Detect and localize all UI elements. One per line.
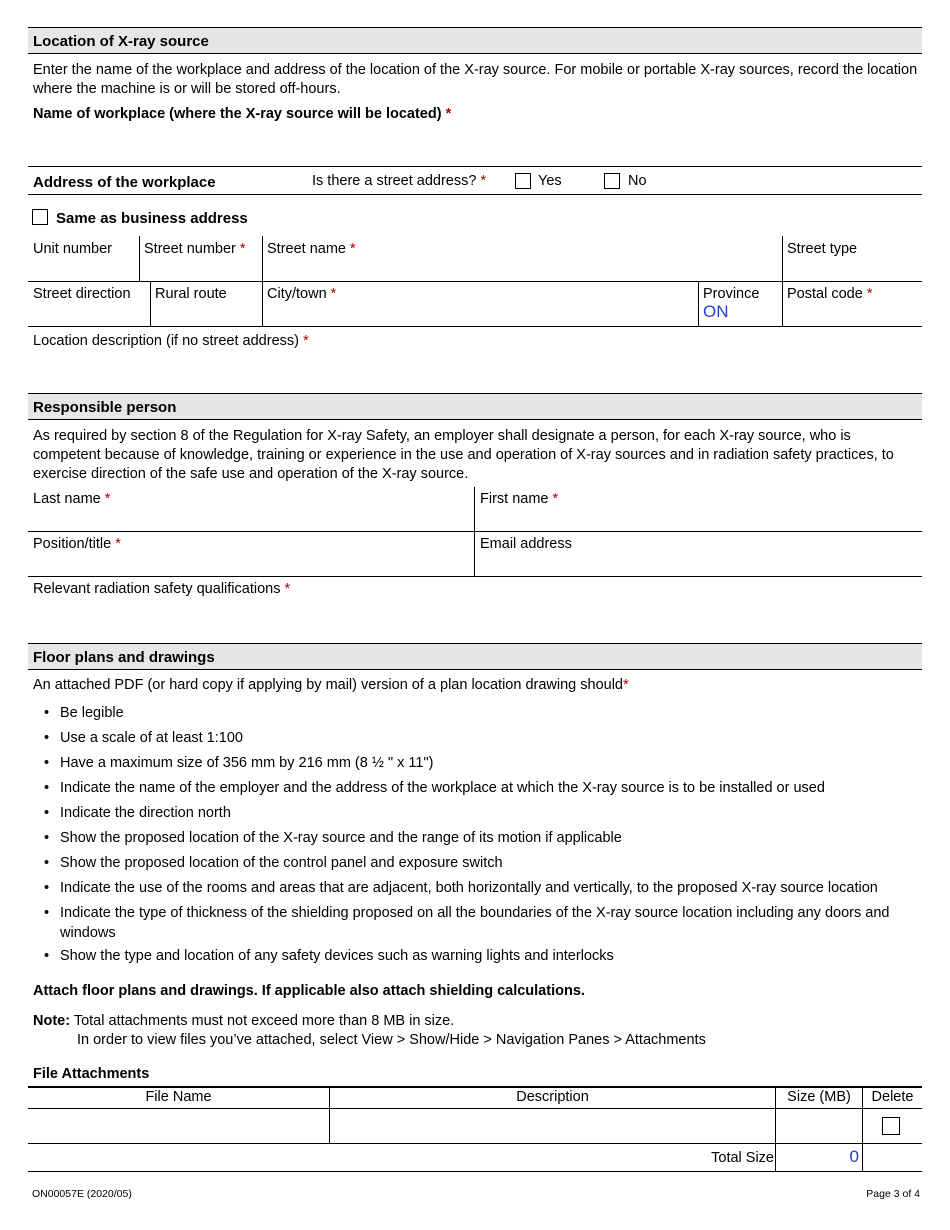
divider xyxy=(28,194,922,195)
size-cell xyxy=(776,1109,862,1143)
street-direction-label: Street direction xyxy=(33,286,131,302)
col-file-name: File Name xyxy=(145,1089,212,1105)
last-name-field[interactable] xyxy=(33,490,110,508)
address-section-label: Address of the workplace xyxy=(33,174,216,191)
rural-route-field[interactable] xyxy=(155,285,227,303)
bullet-icon: • xyxy=(44,905,50,921)
attachments-title: File Attachments xyxy=(33,1066,150,1082)
postal-code-field[interactable] xyxy=(787,285,872,303)
bullet-icon: • xyxy=(44,780,50,796)
note-line-1 xyxy=(33,1012,454,1031)
bullet-icon: • xyxy=(44,948,50,964)
email-label: Email address xyxy=(480,536,572,552)
grid-line xyxy=(139,236,140,281)
qualifications-field[interactable] xyxy=(33,580,290,599)
divider xyxy=(28,1143,922,1144)
street-type-label: Street type xyxy=(787,241,858,257)
same-as-business-label: Same as business address xyxy=(56,210,248,227)
col-delete: Delete xyxy=(871,1089,914,1105)
position-field[interactable] xyxy=(33,535,121,553)
divider xyxy=(28,326,922,327)
list-item-text: Indicate the use of the rooms and areas that are adjacent, both horizontally and vertically, to the proposed X-ray source location xyxy=(60,880,878,896)
col-size: Size (MB) xyxy=(787,1089,851,1105)
workplace-name-input[interactable] xyxy=(28,126,922,166)
divider xyxy=(28,576,922,577)
divider xyxy=(28,281,922,282)
workplace-name-label xyxy=(33,105,451,124)
bullet-icon: • xyxy=(44,755,50,771)
floor-section-header xyxy=(28,643,922,670)
note-text-1: Total attachments must not exceed more than 8 MB in size. xyxy=(73,1013,455,1029)
list-item-text: Show the proposed location of the X-ray source and the range of its motion if applicable xyxy=(60,830,622,846)
yes-label: Yes xyxy=(538,173,562,189)
first-name-field[interactable] xyxy=(480,490,558,508)
bullet-icon: • xyxy=(44,705,50,721)
total-size-value: 0 xyxy=(849,1147,859,1166)
description-cell[interactable] xyxy=(330,1109,775,1143)
required-marker: * xyxy=(445,106,452,122)
floor-intro xyxy=(33,676,629,695)
grid-line xyxy=(698,281,699,326)
location-intro: Enter the name of the workplace and address of the location of the X-ray source. For mobile or portable X-ray sources, record the location where the machine is or will be stored off-hours. xyxy=(33,62,918,97)
required-marker: * xyxy=(330,286,337,302)
delete-checkbox[interactable] xyxy=(882,1117,900,1135)
page-number: Page 3 of 4 xyxy=(866,1188,920,1200)
floor-intro-text: An attached PDF (or hard copy if applying by mail) version of a plan location drawing should xyxy=(33,677,623,693)
province-field[interactable] xyxy=(703,285,759,321)
responsible-section-header xyxy=(28,393,922,420)
file-name-cell[interactable] xyxy=(28,1109,329,1143)
last-name-label: Last name xyxy=(33,491,101,507)
list-item-text: Have a maximum size of 356 mm by 216 mm (8 ½ " x 11") xyxy=(60,755,434,771)
bullet-icon: • xyxy=(44,855,50,871)
province-label: Province xyxy=(703,286,760,302)
required-marker: * xyxy=(552,491,559,507)
location-section-title: Location of X-ray source xyxy=(33,33,209,50)
location-section-header xyxy=(28,27,922,54)
street-name-label: Street name xyxy=(267,241,346,257)
city-field[interactable] xyxy=(267,285,336,303)
required-marker: * xyxy=(622,677,629,693)
city-label: City/town xyxy=(267,286,327,302)
street-address-question-text: Is there a street address? xyxy=(312,173,477,189)
required-marker: * xyxy=(303,333,309,349)
unit-number-label: Unit number xyxy=(33,241,112,257)
form-id: ON00057E (2020/05) xyxy=(32,1188,132,1200)
bullet-icon: • xyxy=(44,880,50,896)
divider xyxy=(28,166,922,167)
rural-route-label: Rural route xyxy=(155,286,227,302)
list-item-text: Indicate the type of thickness of the shielding proposed on all the boundaries of the X-ray source location including any doors and windows xyxy=(60,905,890,941)
list-item-text: Be legible xyxy=(60,705,124,721)
province-value: ON xyxy=(703,302,729,321)
total-size-label: Total Size xyxy=(711,1150,774,1166)
street-type-field[interactable] xyxy=(787,240,857,258)
required-marker: * xyxy=(866,286,873,302)
required-marker: * xyxy=(284,581,291,597)
qualifications-label: Relevant radiation safety qualifications xyxy=(33,581,281,597)
divider xyxy=(28,531,922,532)
required-marker: * xyxy=(239,241,246,257)
street-address-no-checkbox[interactable] xyxy=(604,173,620,189)
street-number-label: Street number xyxy=(144,241,236,257)
required-marker: * xyxy=(115,536,121,552)
required-marker: * xyxy=(350,241,356,257)
street-address-yes-checkbox[interactable] xyxy=(515,173,531,189)
required-marker: * xyxy=(480,173,487,189)
grid-line xyxy=(150,281,151,326)
responsible-intro: As required by section 8 of the Regulation for X-ray Safety, an employer shall designate a person, for each X-ray source, who is competent because of knowledge, training or experience in the use and operation of X-ray sources and in radiation safety practices, to exercise direction of the safe use and operation of the X-ray source. xyxy=(33,428,894,482)
required-marker: * xyxy=(104,491,111,507)
col-description: Description xyxy=(516,1089,589,1105)
list-item-text: Indicate the direction north xyxy=(60,805,231,821)
location-description-label: Location description (if no street address) xyxy=(33,333,299,349)
no-label: No xyxy=(628,173,647,189)
table-top-border xyxy=(28,1086,922,1088)
location-description-field[interactable] xyxy=(33,332,309,351)
email-field[interactable] xyxy=(480,535,572,553)
note-label: Note: xyxy=(33,1013,71,1029)
street-direction-field[interactable] xyxy=(33,285,131,303)
responsible-section-title: Responsible person xyxy=(33,399,177,416)
list-item-text: Show the type and location of any safety devices such as warning lights and interlocks xyxy=(60,948,614,964)
list-item-text: Indicate the name of the employer and the address of the workplace at which the X-ray source is to be installed or used xyxy=(60,780,825,796)
floor-section-title: Floor plans and drawings xyxy=(33,649,215,666)
street-number-field[interactable] xyxy=(144,240,246,258)
postal-code-label: Postal code xyxy=(787,286,863,302)
position-label: Position/title xyxy=(33,536,112,552)
street-address-question xyxy=(312,172,486,191)
first-name-label: First name xyxy=(480,491,549,507)
same-as-business-checkbox[interactable] xyxy=(32,209,48,225)
bullet-icon: • xyxy=(44,830,50,846)
list-item-text: Use a scale of at least 1:100 xyxy=(60,730,243,746)
note-line-2: In order to view files you’ve attached, select View > Show/Hide > Navigation Panes > Attachments xyxy=(77,1032,706,1048)
bullet-icon: • xyxy=(44,805,50,821)
workplace-name-label-text: Name of workplace (where the X-ray source will be located) xyxy=(33,106,442,122)
attach-instruction: Attach floor plans and drawings. If applicable also attach shielding calculations. xyxy=(33,983,585,999)
list-item-text: Show the proposed location of the control panel and exposure switch xyxy=(60,855,503,871)
street-name-field[interactable] xyxy=(267,240,356,258)
bullet-icon: • xyxy=(44,730,50,746)
divider xyxy=(28,1171,922,1172)
unit-number-field[interactable] xyxy=(33,240,112,258)
